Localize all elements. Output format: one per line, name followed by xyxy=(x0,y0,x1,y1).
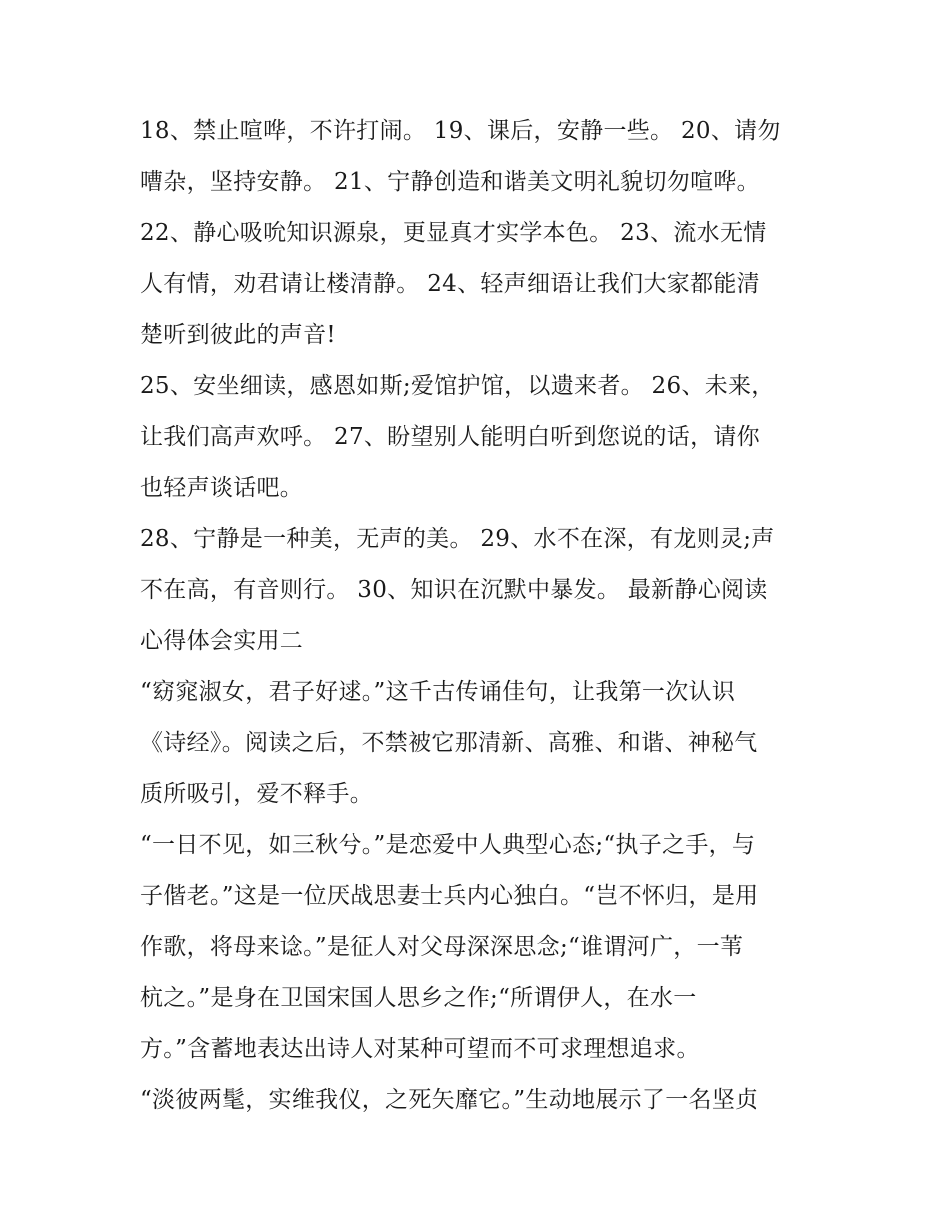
text-line: 杭之。”是身在卫国宋国人思乡之作;“所谓伊人，在水一 xyxy=(140,985,697,1011)
text-line: 方。”含蓄地表达出诗人对某种可望而不可求理想追求。 xyxy=(140,1036,700,1062)
text-line: 作歌，将母来谂。”是征人对父母深深思念;“谁谓河广，一苇 xyxy=(140,934,744,960)
text-line: 心得体会实用二 xyxy=(140,628,304,654)
text-line: 28、宁静是一种美，无声的美。 29、水不在深，有龙则灵;声 xyxy=(140,526,775,552)
text-line: 不在高，有音则行。 30、知识在沉默中暴发。 最新静心阅读 xyxy=(140,577,768,603)
text-line: 22、静心吸吮知识源泉，更显真才实学本色。 23、流水无情 xyxy=(140,220,767,246)
text-line: 也轻声谈话吧。 xyxy=(140,475,304,501)
document-body xyxy=(140,106,820,1126)
text-line: 18、禁止喧哗，不许打闹。 19、课后，安静一些。 20、请勿 xyxy=(140,118,781,144)
text-line: 《诗经》。阅读之后，不禁被它那清新、高雅、和谐、神秘气 xyxy=(140,730,758,756)
text-line: 25、安坐细读，感恩如斯;爱馆护馆，以遗来者。 26、未来， xyxy=(140,373,775,399)
text-line: 质所吸引，爱不释手。 xyxy=(140,781,373,807)
text-line: “一日不见，如三秋兮。”是恋爱中人典型心态;“执子之手，与 xyxy=(140,832,756,858)
text-line: 子偕老。”这是一位厌战思妻士兵内心独白。“岂不怀归，是用 xyxy=(140,883,759,909)
text-line: 让我们高声欢呼。 27、盼望别人能明白听到您说的话，请你 xyxy=(140,424,760,450)
text-line: 嘈杂，坚持安静。 21、宁静创造和谐美文明礼貌切勿喧哗。 xyxy=(140,169,760,195)
text-line: 人有情，劝君请让楼清静。 24、轻声细语让我们大家都能清 xyxy=(140,271,760,297)
text-line: 楚听到彼此的声音! xyxy=(140,322,336,348)
text-line: “窈窕淑女，君子好逑。”这千古传诵佳句，让我第一次认识 xyxy=(140,679,736,705)
text-line: “淡彼两髦，实维我仪，之死矢靡它。”生动地展示了一名坚贞 xyxy=(140,1087,759,1113)
